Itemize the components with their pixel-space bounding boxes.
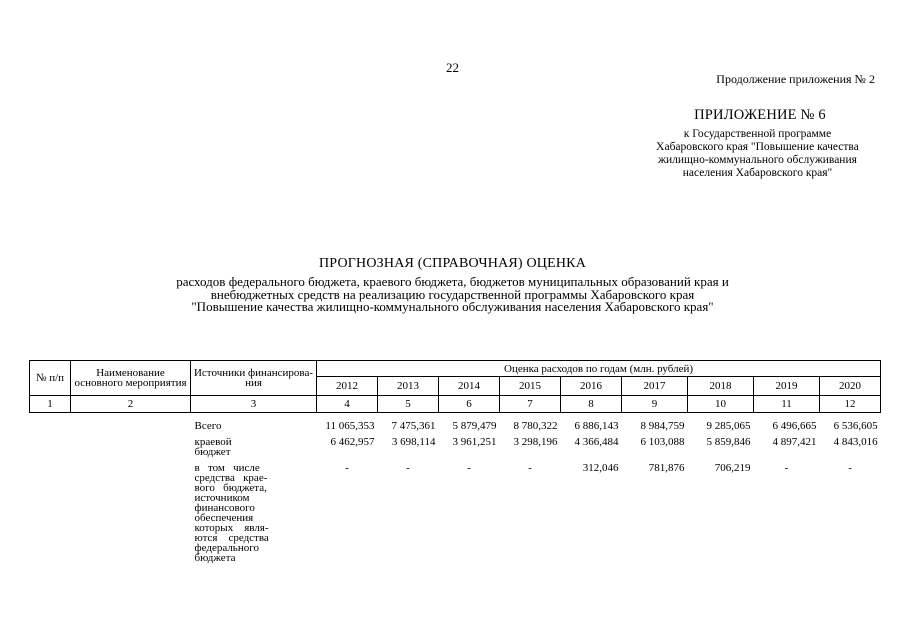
- value-cell: 3 298,196: [513, 436, 558, 448]
- header-year: 2012: [317, 377, 378, 396]
- appendix-subtitle: [615, 128, 900, 180]
- value-cell: 4 897,421: [772, 436, 817, 448]
- document-subtitle: [0, 276, 905, 314]
- header-source: Источники финансирова- ния: [191, 361, 317, 396]
- page-number: 22: [446, 60, 459, 75]
- value-cell: 3 961,251: [452, 436, 497, 448]
- header-year: 2019: [754, 377, 820, 396]
- value-cell: 6 462,957: [330, 436, 375, 448]
- header-year: 2016: [561, 377, 622, 396]
- value-cell: 6 103,088: [640, 436, 685, 448]
- value-cell: 3 698,114: [391, 436, 436, 448]
- value-cell: -: [406, 462, 410, 474]
- row-source: Всего: [194, 420, 222, 432]
- value-cell: 781,876: [648, 462, 685, 474]
- value-cell: 706,219: [714, 462, 751, 474]
- header-year: 2014: [439, 377, 500, 396]
- value-cell: 8 780,322: [513, 420, 558, 432]
- header-year: 2013: [378, 377, 439, 396]
- row-source: в том числе средства крае- вого бюджета, источником финансового обеспечения которых явля- ются средства федерального бюджета: [194, 462, 269, 564]
- column-index: 7: [500, 396, 561, 413]
- header-year: 2017: [622, 377, 688, 396]
- budget-table: [29, 360, 881, 563]
- value-cell: 6 886,143: [574, 420, 619, 432]
- document-title: ПРОГНОЗНАЯ (СПРАВОЧНАЯ) ОЦЕНКА: [318, 256, 587, 271]
- value-cell: 7 475,361: [391, 420, 436, 432]
- row-source: краевой бюджет: [194, 436, 232, 458]
- value-cell: -: [467, 462, 471, 474]
- appendix-title: ПРИЛОЖЕНИЕ № 6: [694, 107, 826, 123]
- column-index: 2: [71, 396, 191, 413]
- appendix-line: жилищно-коммунального обслуживания: [658, 154, 857, 166]
- header-estimate: Оценка расходов по годам (млн. рублей): [317, 361, 881, 377]
- value-cell: 4 366,484: [574, 436, 619, 448]
- appendix-line: населения Хабаровского края": [682, 167, 833, 179]
- header-name: Наименование основного мероприятия: [71, 361, 191, 396]
- document-subtitle-line: расходов федерального бюджета, краевого бюджета, бюджетов муниципальных образований края и: [176, 274, 729, 289]
- column-index: 11: [754, 396, 820, 413]
- continuation-note: Продолжение приложения № 2: [716, 72, 875, 86]
- column-index: 5: [378, 396, 439, 413]
- value-cell: -: [345, 462, 349, 474]
- appendix-line: к Государственной программе: [683, 128, 832, 140]
- table-row: [30, 463, 881, 563]
- column-index: 8: [561, 396, 622, 413]
- value-cell: 9 285,065: [706, 420, 751, 432]
- column-index: 10: [688, 396, 754, 413]
- value-cell: 8 984,759: [640, 420, 685, 432]
- value-cell: -: [784, 462, 789, 474]
- column-index: 12: [820, 396, 881, 413]
- value-cell: 6 496,665: [772, 420, 817, 432]
- value-cell: -: [848, 462, 852, 474]
- value-cell: 5 879,479: [452, 420, 497, 432]
- value-cell: 312,046: [582, 462, 619, 474]
- table-row: [30, 421, 881, 437]
- value-cell: 11 065,353: [325, 420, 375, 432]
- value-cell: -: [528, 462, 532, 474]
- column-index-row: [30, 396, 881, 413]
- column-index: 3: [191, 396, 317, 413]
- header-year: 2020: [820, 377, 881, 396]
- column-index: 4: [317, 396, 378, 413]
- table-row: [30, 437, 881, 463]
- column-index: 6: [439, 396, 500, 413]
- document-subtitle-line: внебюджетных средств на реализацию государственной программы Хабаровского края: [210, 286, 695, 302]
- appendix-line: Хабаровского края "Повышение качества: [656, 141, 859, 153]
- header-year: 2015: [500, 377, 561, 396]
- column-index: 9: [622, 396, 688, 413]
- document-subtitle-line: "Повышение качества жилищно-коммунального обслуживания населения Хабаровского края": [191, 299, 714, 314]
- header-year: 2018: [688, 377, 754, 396]
- value-cell: 6 536,605: [833, 420, 878, 432]
- value-cell: 5 859,846: [706, 436, 751, 448]
- header-num: № п/п: [30, 361, 71, 396]
- value-cell: 4 843,016: [833, 436, 878, 448]
- column-index: 1: [30, 396, 71, 413]
